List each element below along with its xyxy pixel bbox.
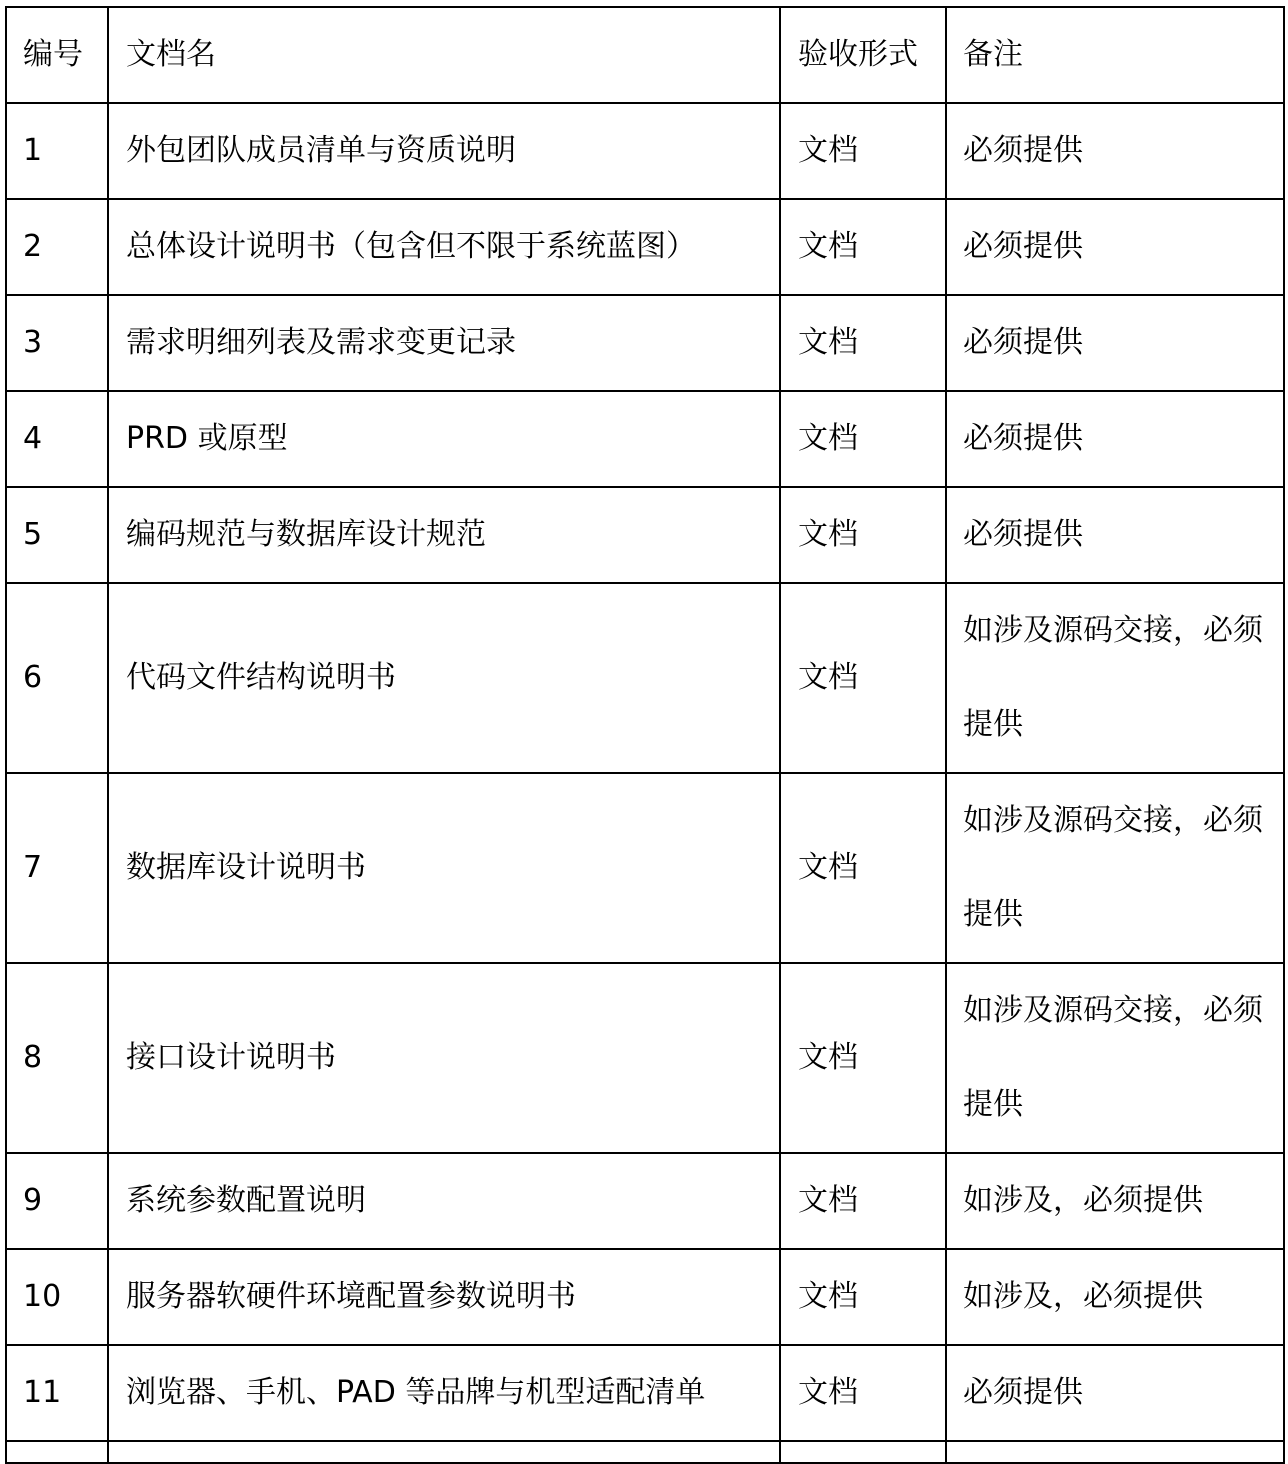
row-no: 7 (6, 773, 108, 963)
table-row (6, 1249, 1284, 1345)
row-name: 接口设计说明书 (108, 963, 780, 1153)
table-row (6, 103, 1284, 199)
row-name: 数据库设计说明书 (108, 773, 780, 963)
row-form: 文档 (780, 583, 946, 773)
row-note: 必须提供 (946, 295, 1284, 391)
row-no: 6 (6, 583, 108, 773)
header-form: 验收形式 (780, 7, 946, 103)
row-note: 必须提供 (946, 103, 1284, 199)
row-form: 文档 (780, 199, 946, 295)
header-name: 文档名 (108, 7, 780, 103)
row-form: 文档 (780, 295, 946, 391)
row-no-empty (6, 1441, 108, 1463)
row-note-line: 提供 (963, 1087, 1023, 1122)
row-name: 服务器软硬件环境配置参数说明书 (108, 1249, 780, 1345)
row-form-empty (780, 1441, 946, 1463)
row-name: PRD 或原型 (108, 391, 780, 487)
row-note-empty (946, 1441, 1284, 1463)
row-name: 需求明细列表及需求变更记录 (108, 295, 780, 391)
table-row (6, 773, 1284, 963)
row-form: 文档 (780, 1249, 946, 1345)
table-row (6, 963, 1284, 1153)
row-name: 系统参数配置说明 (108, 1153, 780, 1249)
row-no: 5 (6, 487, 108, 583)
row-note: 如涉及，必须提供 (946, 1153, 1284, 1249)
row-name: 总体设计说明书（包含但不限于系统蓝图） (108, 199, 780, 295)
row-form: 文档 (780, 391, 946, 487)
table-row (6, 295, 1284, 391)
table-header-row (6, 7, 1284, 103)
table-row (6, 391, 1284, 487)
row-form: 文档 (780, 1153, 946, 1249)
row-note: 如涉及，必须提供 (946, 1249, 1284, 1345)
table-row (6, 487, 1284, 583)
row-name: 编码规范与数据库设计规范 (108, 487, 780, 583)
header-note: 备注 (946, 7, 1284, 103)
row-note-line: 提供 (963, 897, 1023, 932)
row-note-line: 如涉及源码交接，必须 (963, 803, 1263, 838)
table-row (6, 199, 1284, 295)
table-row (6, 1345, 1284, 1441)
row-form: 文档 (780, 773, 946, 963)
row-form: 文档 (780, 963, 946, 1153)
row-no: 3 (6, 295, 108, 391)
row-note (946, 963, 1284, 1153)
row-note (946, 773, 1284, 963)
row-no: 9 (6, 1153, 108, 1249)
row-note: 必须提供 (946, 1345, 1284, 1441)
table-row (6, 1153, 1284, 1249)
row-no: 11 (6, 1345, 108, 1441)
row-note: 必须提供 (946, 391, 1284, 487)
header-no: 编号 (6, 7, 108, 103)
row-note (946, 583, 1284, 773)
table-row (6, 583, 1284, 773)
row-name: 浏览器、手机、PAD 等品牌与机型适配清单 (108, 1345, 780, 1441)
row-no: 10 (6, 1249, 108, 1345)
row-name-empty (108, 1441, 780, 1463)
row-name: 外包团队成员清单与资质说明 (108, 103, 780, 199)
row-form: 文档 (780, 487, 946, 583)
row-note: 必须提供 (946, 487, 1284, 583)
row-form: 文档 (780, 103, 946, 199)
row-note-line: 提供 (963, 707, 1023, 742)
row-note-line: 如涉及源码交接，必须 (963, 613, 1263, 648)
row-form: 文档 (780, 1345, 946, 1441)
row-no: 8 (6, 963, 108, 1153)
row-name: 代码文件结构说明书 (108, 583, 780, 773)
table-row-partial (6, 1441, 1284, 1463)
row-no: 4 (6, 391, 108, 487)
row-no: 2 (6, 199, 108, 295)
row-no: 1 (6, 103, 108, 199)
row-note-line: 如涉及源码交接，必须 (963, 993, 1263, 1028)
deliverables-table (5, 6, 1285, 1464)
row-note: 必须提供 (946, 199, 1284, 295)
